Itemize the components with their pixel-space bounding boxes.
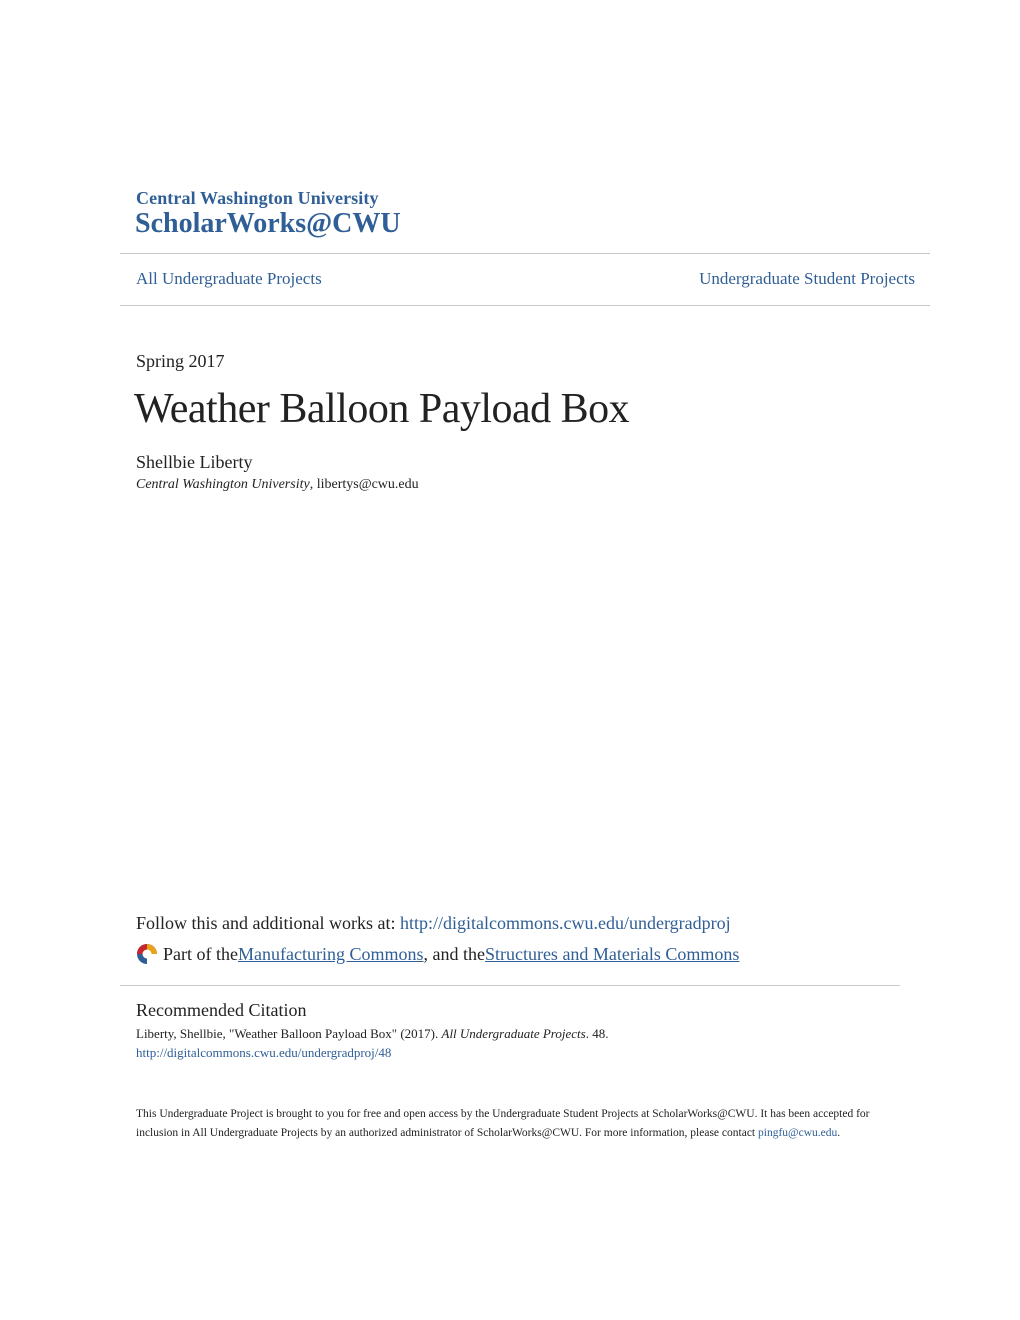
citation-text-pre: Liberty, Shellbie, "Weather Balloon Payload Box" (2017). [136,1026,442,1041]
all-undergraduate-projects-link[interactable]: All Undergraduate Projects [136,269,322,288]
structures-materials-commons-link[interactable]: Structures and Materials Commons [484,943,740,964]
affiliation-name: Central Washington University [136,477,310,492]
author-affiliation [136,477,419,493]
citation-text [136,1026,608,1042]
undergraduate-student-projects-link[interactable]: Undergraduate Student Projects [699,269,915,288]
author-name: Shellbie Liberty [136,452,253,472]
manufacturing-commons-link[interactable]: Manufacturing Commons [237,943,424,964]
follow-url-link[interactable]: http://digitalcommons.cwu.edu/undergradproj [399,913,731,933]
follow-line [136,913,731,934]
top-divider [120,253,930,254]
repository-name[interactable]: ScholarWorks@CWU [135,208,401,239]
part-of-line [136,943,739,965]
part-of-prefix: Part of the [163,943,238,964]
contact-email-link[interactable]: pingfu@cwu.edu [758,1127,838,1139]
part-of-mid: , and the [423,943,485,964]
footer-notice [136,1105,876,1143]
nav-divider [120,305,930,306]
bepress-commons-icon [136,943,158,965]
citation-heading: Recommended Citation [136,1000,307,1020]
citation-url-link[interactable]: http://digitalcommons.cwu.edu/undergradproj/48 [136,1045,392,1060]
citation-divider [120,985,900,986]
footer-text: This Undergraduate Project is brought to you for free and open access by the Undergraduate Student Projects at ScholarWorks@CWU. It has been accepted for inclusion in All Undergraduate Projects by an authorized administrator of ScholarWorks@CWU. For more information, please contact [136,1108,870,1139]
document-title: Weather Balloon Payload Box [134,386,630,432]
institution-name[interactable]: Central Washington University [136,188,379,208]
author-email: libertys@cwu.edu [316,477,419,492]
citation-text-post: . 48. [585,1026,609,1041]
citation-series: All Undergraduate Projects [441,1026,586,1041]
follow-prefix: Follow this and additional works at: [136,913,400,933]
publication-season: Spring 2017 [136,351,225,371]
affiliation-separator: , [309,477,317,492]
footer-end: . [837,1127,841,1139]
